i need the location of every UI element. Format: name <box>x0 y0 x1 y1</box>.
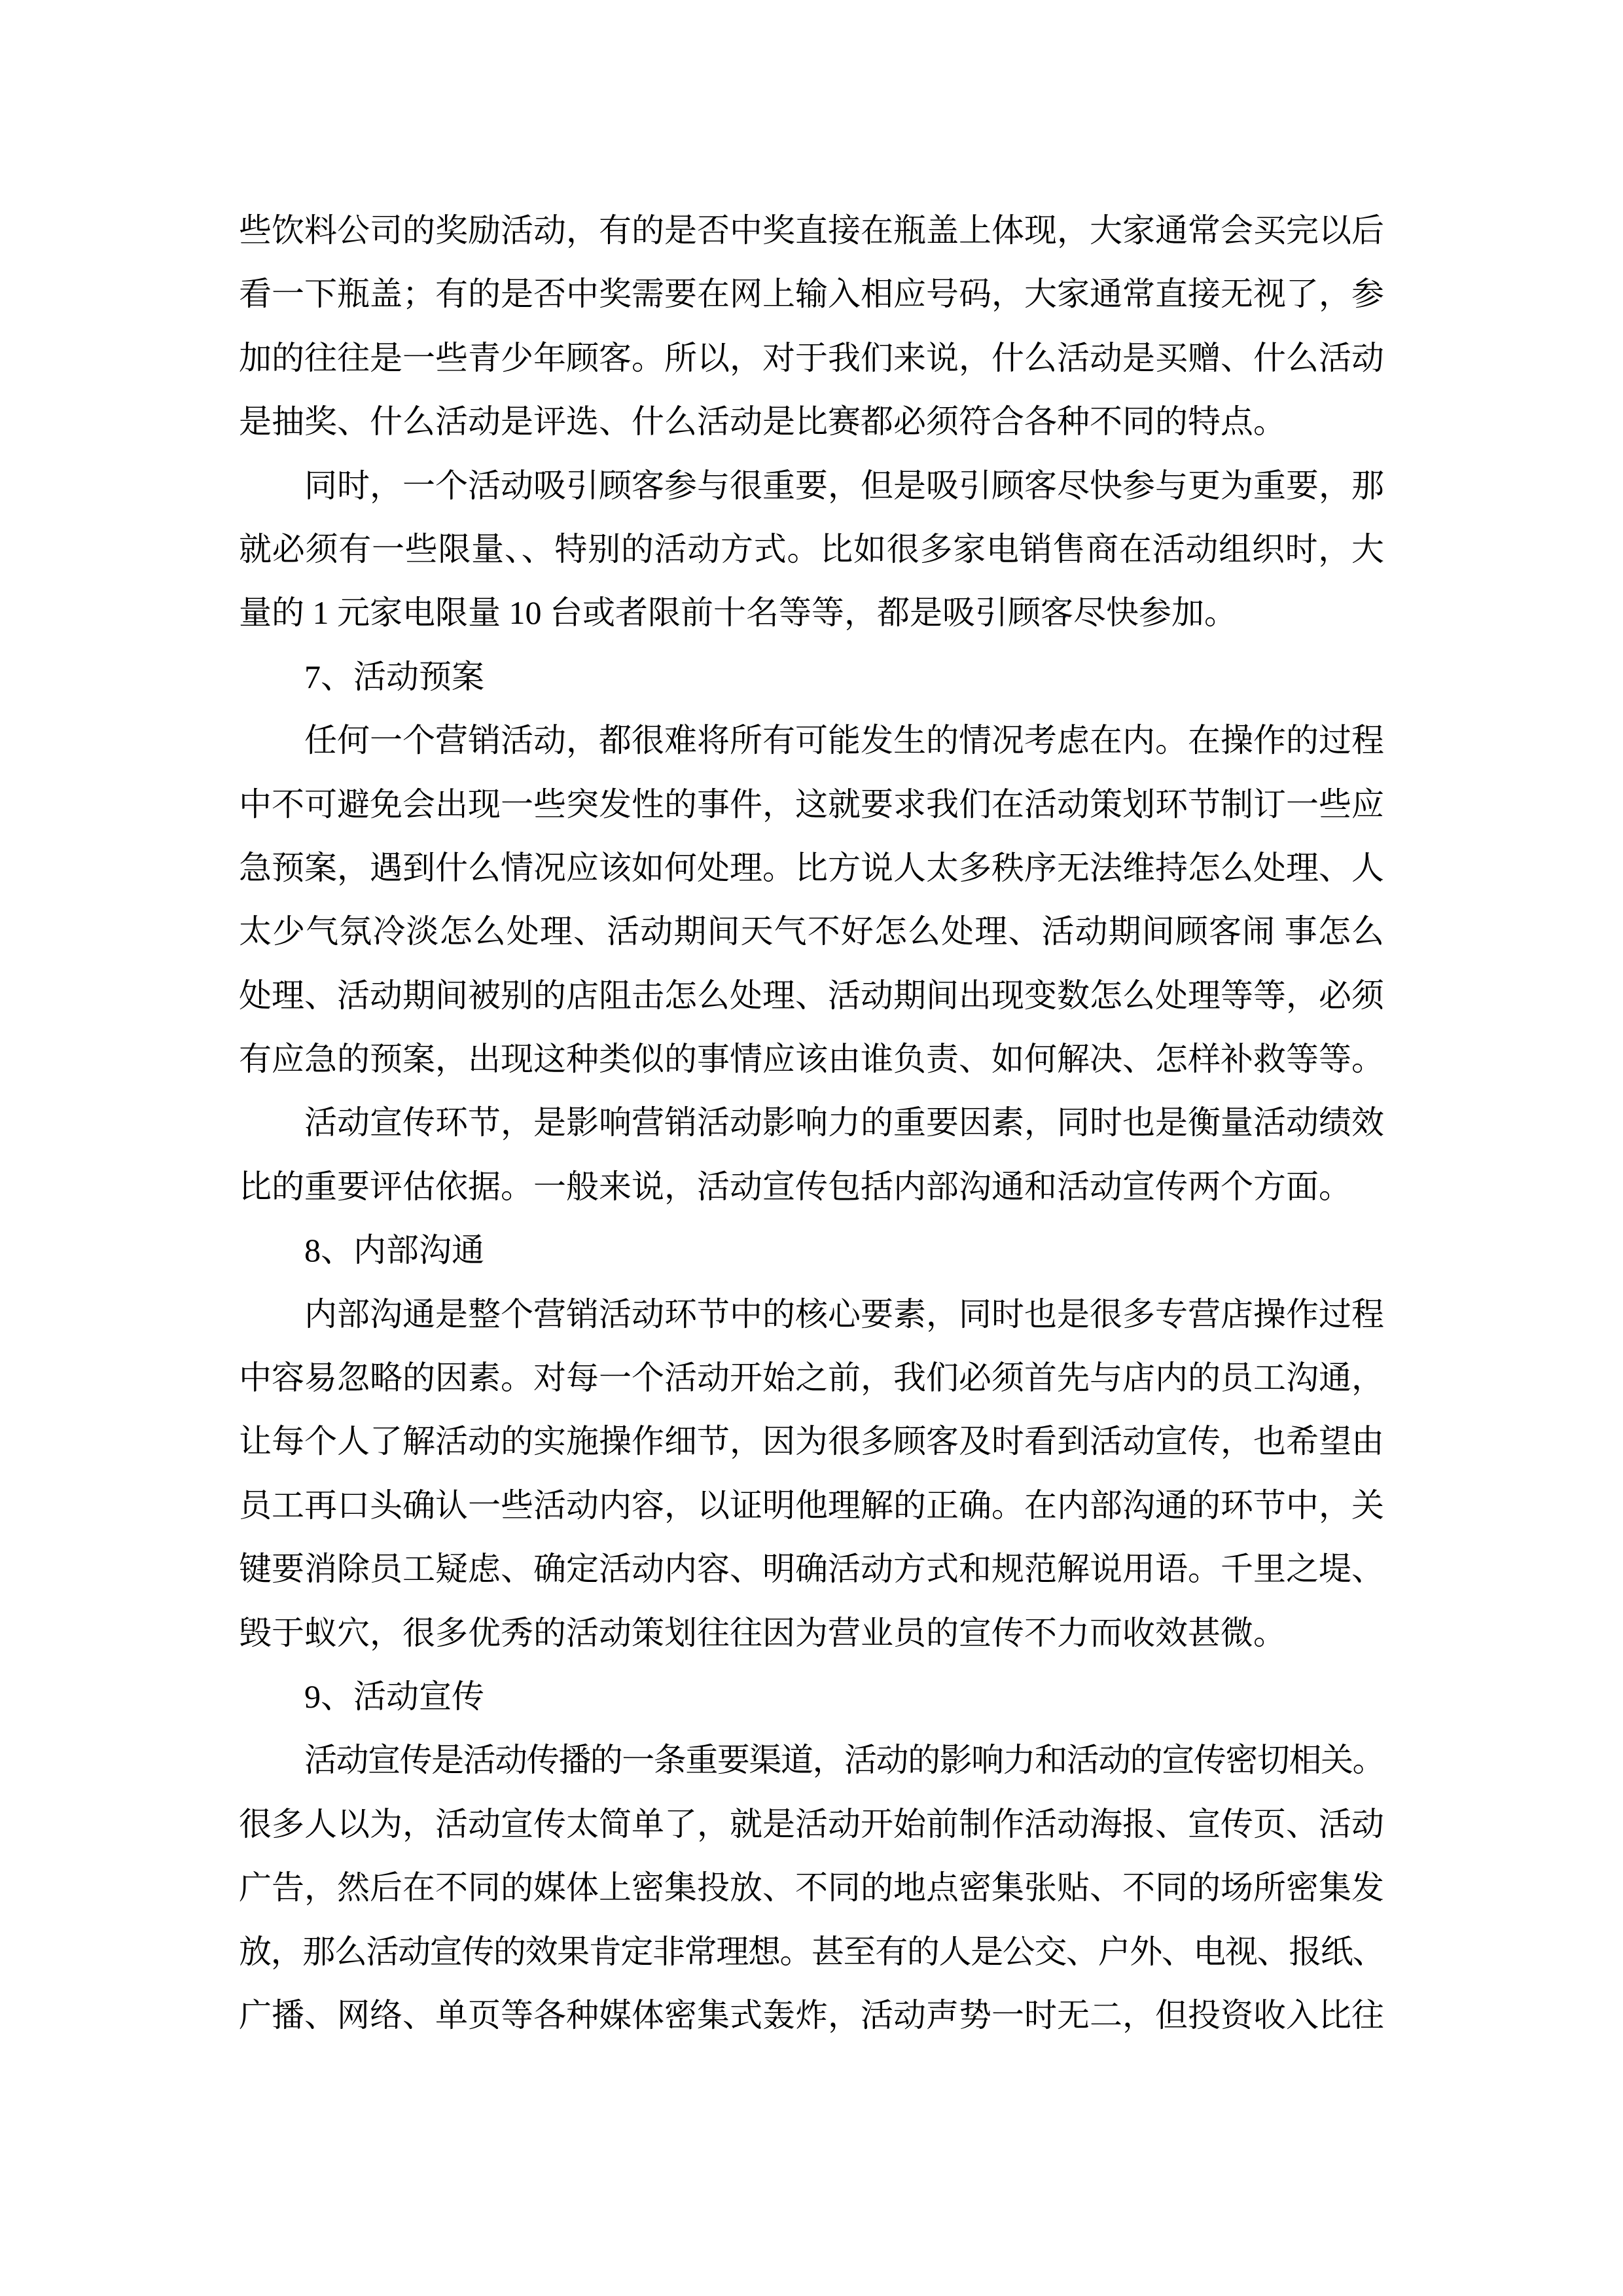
text-line: 毁于蚁穴，很多优秀的活动策划往往因为营业员的宣传不力而收效甚微。 <box>239 1614 1286 1651</box>
text-line: 7、活动预案 <box>304 658 484 695</box>
text-line: 任何一个营销活动，都很难将所有可能发生的情况考虑在内。在操作的过程 <box>304 722 1384 759</box>
text-line: 些饮料公司的奖励活动，有的是否中奖直接在瓶盖上体现，大家通常会买完以后 <box>239 212 1384 249</box>
text-line: 广告，然后在不同的媒体上密集投放、不同的地点密集张贴、不同的场所密集发 <box>239 1869 1384 1907</box>
text-line: 中容易忽略的因素。对每一个活动开始之前，我们必须首先与店内的员工沟通， <box>239 1359 1384 1397</box>
text-line: 中不可避免会出现一些突发性的事件，这就要求我们在活动策划环节制订一些应 <box>239 785 1384 823</box>
text-line: 活动宣传是活动传播的一条重要渠道，活动的影响力和活动的宣传密切相关。 <box>304 1742 1384 1779</box>
text-line: 很多人以为，活动宣传太简单了，就是活动开始前制作活动海报、宣传页、活动 <box>239 1805 1384 1842</box>
text-line: 同时，一个活动吸引顾客参与很重要，但是吸引顾客尽快参与更为重要，那 <box>304 467 1384 504</box>
text-line: 内部沟通是整个营销活动环节中的核心要素，同时也是很多专营店操作过程 <box>304 1295 1384 1333</box>
text-line: 是抽奖、什么活动是评选、什么活动是比赛都必须符合各种不同的特点。 <box>239 403 1286 440</box>
text-line: 活动宣传环节，是影响营销活动影响力的重要因素，同时也是衡量活动绩效 <box>304 1104 1384 1141</box>
text-line: 急预案，遇到什么情况应该如何处理。比方说人太多秩序无法维持怎么处理、人 <box>239 849 1384 886</box>
text-line: 比的重要评估依据。一般来说，活动宣传包括内部沟通和活动宣传两个方面。 <box>239 1168 1351 1205</box>
text-line: 看一下瓶盖；有的是否中奖需要在网上输入相应号码，大家通常直接无视了，参 <box>239 276 1384 313</box>
document-text <box>239 199 1384 2047</box>
text-line: 放，那么活动宣传的效果肯定非常理想。甚至有的人是公交、户外、电视、报纸、 <box>239 1933 1384 1970</box>
text-line: 量的 1 元家电限量 10 台或者限前十名等等，都是吸引顾客尽快参加。 <box>239 594 1237 632</box>
text-line: 8、内部沟通 <box>304 1232 484 1269</box>
text-line: 有应急的预案，出现这种类似的事情应该由谁负责、如何解决、怎样补救等等。 <box>239 1041 1384 1078</box>
text-line: 处理、活动期间被别的店阻击怎么处理、活动期间出现变数怎么处理等等，必须 <box>239 977 1384 1014</box>
text-line: 加的往往是一些青少年顾客。所以，对于我们来说，什么活动是买赠、什么活动 <box>239 339 1384 376</box>
text-line: 太少气氛冷淡怎么处理、活动期间天气不好怎么处理、活动期间顾客闹 事怎么 <box>239 913 1384 950</box>
text-line: 员工再口头确认一些活动内容，以证明他理解的正确。在内部沟通的环节中，关 <box>239 1486 1384 1524</box>
text-line: 让每个人了解活动的实施操作细节，因为很多顾客及时看到活动宣传，也希望由 <box>239 1423 1384 1460</box>
text-line: 键要消除员工疑虑、确定活动内容、明确活动方式和规范解说用语。千里之堤、 <box>239 1551 1384 1588</box>
text-line: 9、活动宣传 <box>304 1677 484 1715</box>
text-line: 广播、网络、单页等各种媒体密集式轰炸，活动声势一时无二，但投资收入比往 <box>239 1996 1384 2034</box>
text-line: 就必须有一些限量、、特别的活动方式。比如很多家电销售商在活动组织时，大 <box>239 530 1384 567</box>
